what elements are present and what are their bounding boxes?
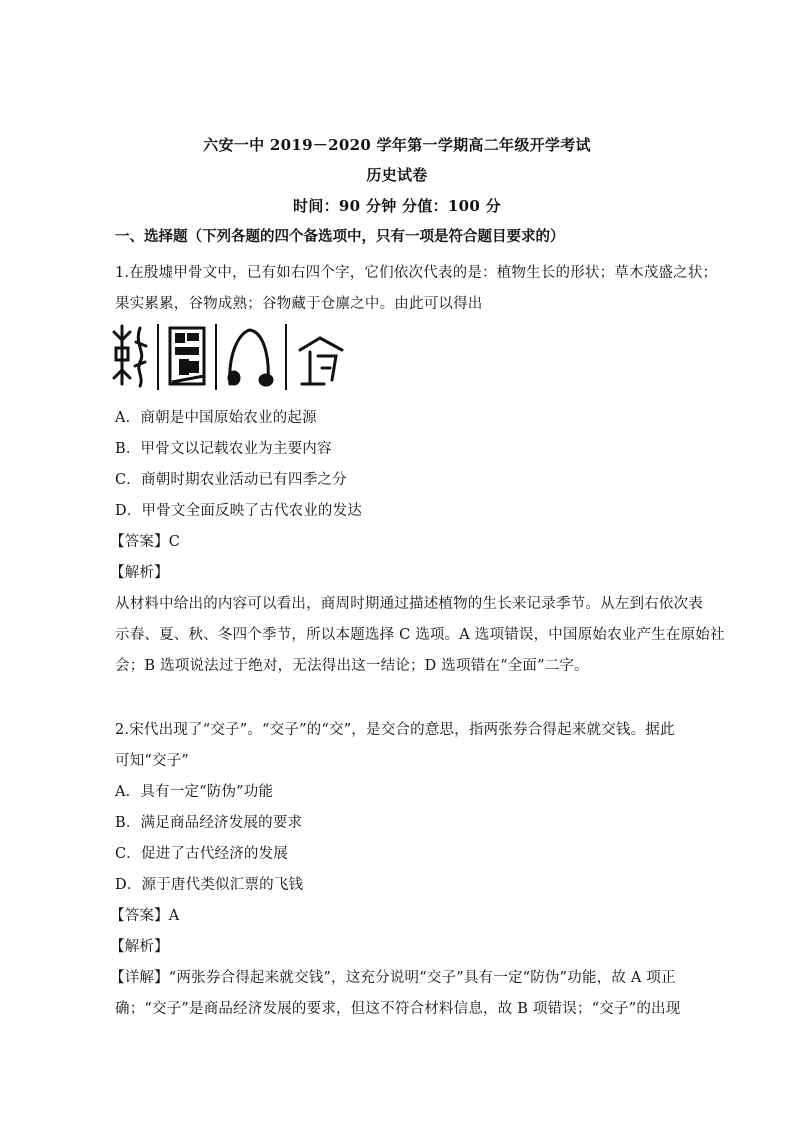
q1-stem-line-2: 果实累累，谷物成熟；谷物藏于仓廪之中。由此可以得出 [115, 296, 483, 312]
q1-analysis-line-1: 从材料中给出的内容可以看出，商周时期通过描述植物的生长来记录季节。从左到右依次表 [115, 596, 703, 612]
exam-meta: 时间：90 分钟 分值：100 分 [293, 197, 501, 215]
q2-stem-line-2: 可知“交子” [115, 753, 190, 769]
q1-analysis-label: 【解析】 [110, 565, 169, 581]
oracle-glyph-summer [170, 328, 204, 384]
q2-option-a: A．具有一定“防伪”功能 [115, 784, 274, 800]
q2-option-c: C．促进了古代经济的发展 [115, 846, 288, 862]
oracle-glyph-winter [300, 338, 342, 384]
q1-option-a: A．商朝是中国原始农业的起源 [115, 410, 317, 426]
oracle-glyph-autumn [229, 330, 272, 385]
q1-option-b: B．甲骨文以记载农业为主要内容 [115, 441, 332, 457]
q1-option-d: D．甲骨文全面反映了古代农业的发达 [115, 503, 363, 519]
q2-analysis-label: 【解析】 [110, 939, 169, 955]
q1-analysis-line-3: 会；B 选项说法过于绝对，无法得出这一结论；D 选项错在“全面”二字。 [115, 658, 589, 674]
q2-analysis-line-2: 确；“交子”是商品经济发展的要求，但这不符合材料信息，故 B 项错误；“交子”的出现 [115, 1001, 681, 1017]
q1-answer: 【答案】C [110, 534, 181, 550]
q2-analysis-line-1: 【详解】“两张券合得起来就交钱”，这充分说明“交子”具有一定“防伪”功能，故 A 项正 [110, 970, 676, 986]
oracle-glyph-spring [114, 326, 146, 386]
oracle-bone-characters-figure [110, 322, 370, 392]
q1-stem-line-1: 1.在殷墟甲骨文中，已有如右四个字，它们依次代表的是：植物生长的形状；草木茂盛之状； [115, 265, 718, 281]
q2-option-b: B．满足商品经济发展的要求 [115, 815, 303, 831]
section-heading: 一、选择题（下列各题的四个备选项中，只有一项是符合题目要求的） [115, 228, 565, 245]
q2-answer: 【答案】A [110, 908, 180, 924]
q2-stem-line-1: 2.宋代出现了“交子”。“交子”的“交”，是交合的意思，指两张券合得起来就交钱。据此 [115, 722, 675, 738]
q1-analysis-line-2: 示春、夏、秋、冬四个季节，所以本题选择 C 选项。A 选项错误，中国原始农业产生在原始社 [115, 627, 725, 643]
exam-subject: 历史试卷 [366, 166, 428, 184]
q1-option-c: C．商朝时期农业活动已有四季之分 [115, 472, 347, 488]
exam-title: 六安一中 2019－2020 学年第一学期高二年级开学考试 [203, 136, 591, 154]
q2-option-d: D．源于唐代类似汇票的飞钱 [115, 877, 304, 893]
